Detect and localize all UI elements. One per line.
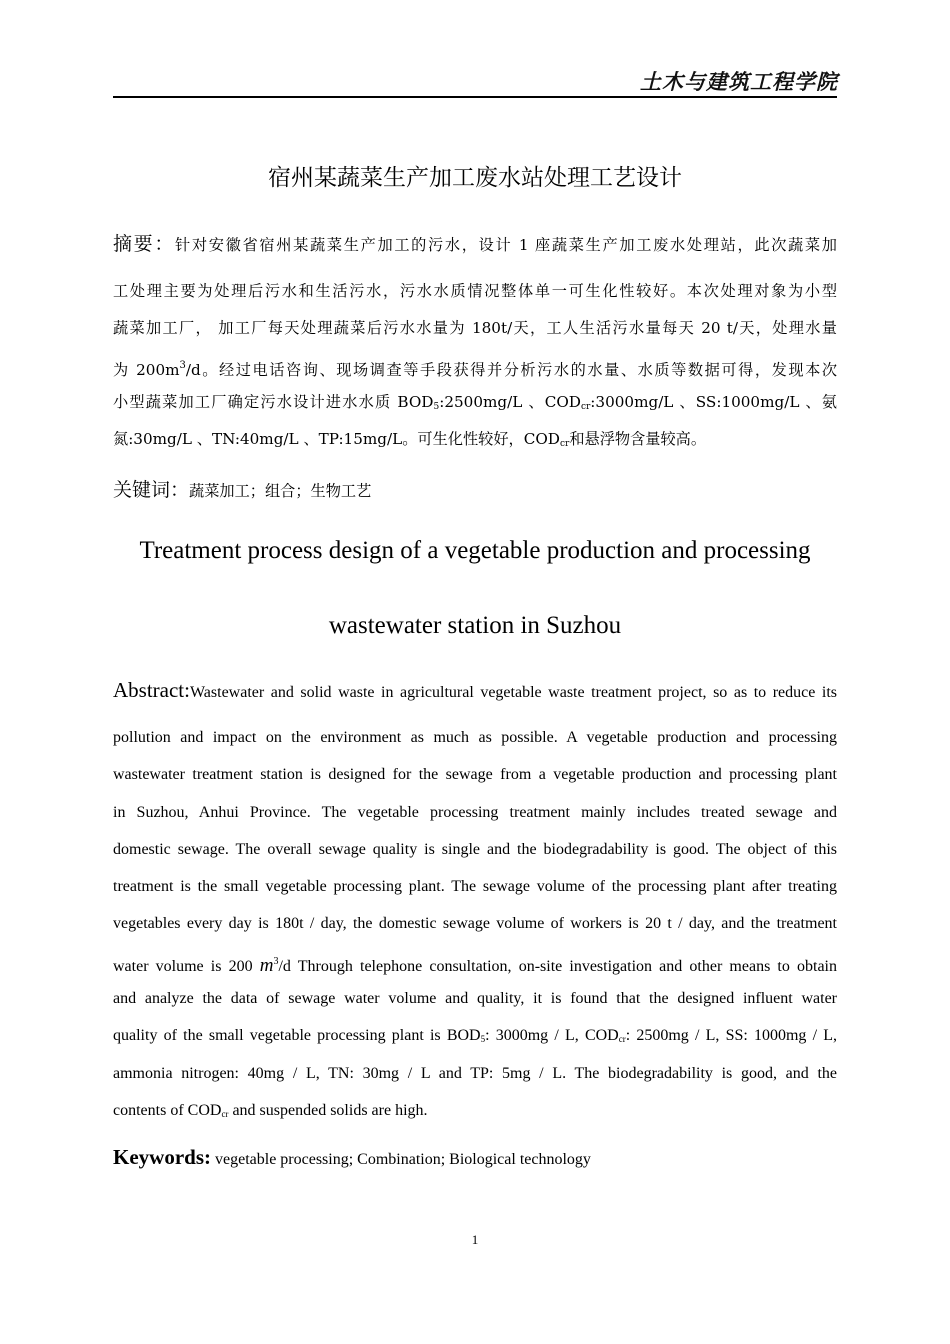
- abstract-en-label: Abstract:: [113, 678, 190, 702]
- keywords-cn-text: 蔬菜加工；组合；生物工艺: [189, 482, 372, 500]
- abstract-en-line: [113, 943, 837, 980]
- keywords-en-text: vegetable processing; Combination; Biological technology: [215, 1151, 591, 1168]
- abstract-en-line: domestic sewage. The overall sewage quality is single and the biodegradability is good. The object of this: [113, 840, 837, 858]
- abstract-en-line: treatment is the small vegetable processing plant. The sewage volume of the processing plant after treating: [113, 878, 837, 896]
- abstract-en-text: /d Through telephone consultation, on-site investigation and other means to obtain: [278, 957, 838, 975]
- subscript: 5: [433, 402, 440, 412]
- chinese-abstract: [113, 228, 837, 458]
- abstract-cn-text: 小型蔬菜加工厂确定污水设计进水水质 BOD: [113, 393, 434, 411]
- institution-logo: 土木与建筑工程学院: [640, 69, 838, 94]
- abstract-en-line: and analyze the data of sewage water volume and quality, it is found that the designed influent water: [113, 990, 837, 1008]
- abstract-en-text: Wastewater and solid waste in agricultural vegetable waste treatment project, so as to reduce its: [189, 684, 837, 701]
- subscript: cr: [580, 402, 591, 412]
- english-title: [113, 530, 837, 647]
- chinese-title: 宿州某蔬菜生产加工废水站处理工艺设计: [268, 165, 682, 191]
- abstract-cn-line: [113, 421, 837, 458]
- unit-m: m: [259, 954, 274, 976]
- subscript: cr: [618, 1034, 626, 1045]
- abstract-cn-text: :2500mg/L 、COD: [439, 393, 581, 411]
- english-keywords: [113, 1145, 591, 1170]
- superscript: 3: [273, 955, 279, 967]
- abstract-en-line: [113, 1092, 837, 1129]
- keywords-en-label: Keywords:: [113, 1145, 211, 1169]
- keywords-cn-label: 关键词：: [113, 479, 190, 501]
- abstract-cn-label: 摘要：: [113, 233, 176, 255]
- abstract-cn-text: :3000mg/L 、SS:1000mg/L 、氨: [590, 393, 837, 411]
- abstract-cn-line: [113, 347, 837, 384]
- english-title-line: Treatment process design of a vegetable production and processing: [139, 537, 811, 564]
- abstract-en-line: wastewater treatment station is designed for the sewage from a vegetable production and processing plant: [113, 766, 837, 784]
- subscript: cr: [559, 439, 570, 449]
- abstract-cn-line: 工处理主要为处理后污水和生活污水，污水水质情况整体单一可生化性较好。本次处理对象为小型: [113, 282, 837, 300]
- abstract-en-line: [113, 672, 837, 719]
- abstract-cn-text: 氮:30mg/L 、TN:40mg/L 、TP:15mg/L。可生化性较好，COD: [113, 430, 560, 448]
- abstract-en-line: ammonia nitrogen: 40mg / L, TN: 30mg / L and TP: 5mg / L. The biodegradability is good, and the: [113, 1064, 837, 1082]
- subscript: cr: [221, 1108, 229, 1119]
- abstract-en-text: : 3000mg / L, COD: [485, 1027, 619, 1045]
- abstract-cn-line: [113, 384, 837, 421]
- abstract-en-text: water volume is 200: [113, 957, 260, 975]
- page-number: 1: [471, 1232, 479, 1247]
- english-title-line: wastewater station in Suzhou: [328, 612, 622, 639]
- subscript: 5: [480, 1034, 486, 1045]
- abstract-en-text: : 2500mg / L, SS: 1000mg / L,: [625, 1027, 838, 1045]
- header-divider: [113, 96, 837, 98]
- abstract-cn-text: /d。经过电话咨询、现场调查等手段获得并分析污水的水量、水质等数据可得，发现本次: [185, 361, 838, 379]
- abstract-en-text: quality of the small vegetable processing plant is BOD: [113, 1027, 481, 1045]
- abstract-cn-line: [113, 228, 837, 273]
- abstract-en-line: vegetables every day is 180t / day, the domestic sewage volume of workers is 20 t / day, and the treatment: [113, 915, 837, 933]
- abstract-en-line: pollution and impact on the environment as much as possible. A vegetable production and processing: [113, 729, 837, 746]
- superscript: 3: [179, 360, 186, 371]
- abstract-en-text: and suspended solids are high.: [228, 1101, 428, 1119]
- abstract-en-line: [113, 1017, 837, 1054]
- abstract-en-text: contents of COD: [113, 1101, 222, 1119]
- abstract-cn-text: 为 200m: [113, 361, 180, 379]
- chinese-keywords: [113, 476, 371, 505]
- abstract-cn-text: 针对安徽省宿州某蔬菜生产加工的污水，设计 1 座蔬菜生产加工废水处理站，此次蔬菜加: [175, 236, 837, 254]
- english-abstract: [113, 672, 837, 1129]
- abstract-en-line: in Suzhou, Anhui Province. The vegetable processing treatment mainly includes treated sewage and: [113, 803, 837, 821]
- abstract-cn-text: 和悬浮物含量较高。: [569, 430, 706, 448]
- abstract-cn-line: 蔬菜加工厂， 加工厂每天处理蔬菜后污水水量为 180t/天，工人生活污水量每天 20 t/天，处理水量: [113, 319, 837, 337]
